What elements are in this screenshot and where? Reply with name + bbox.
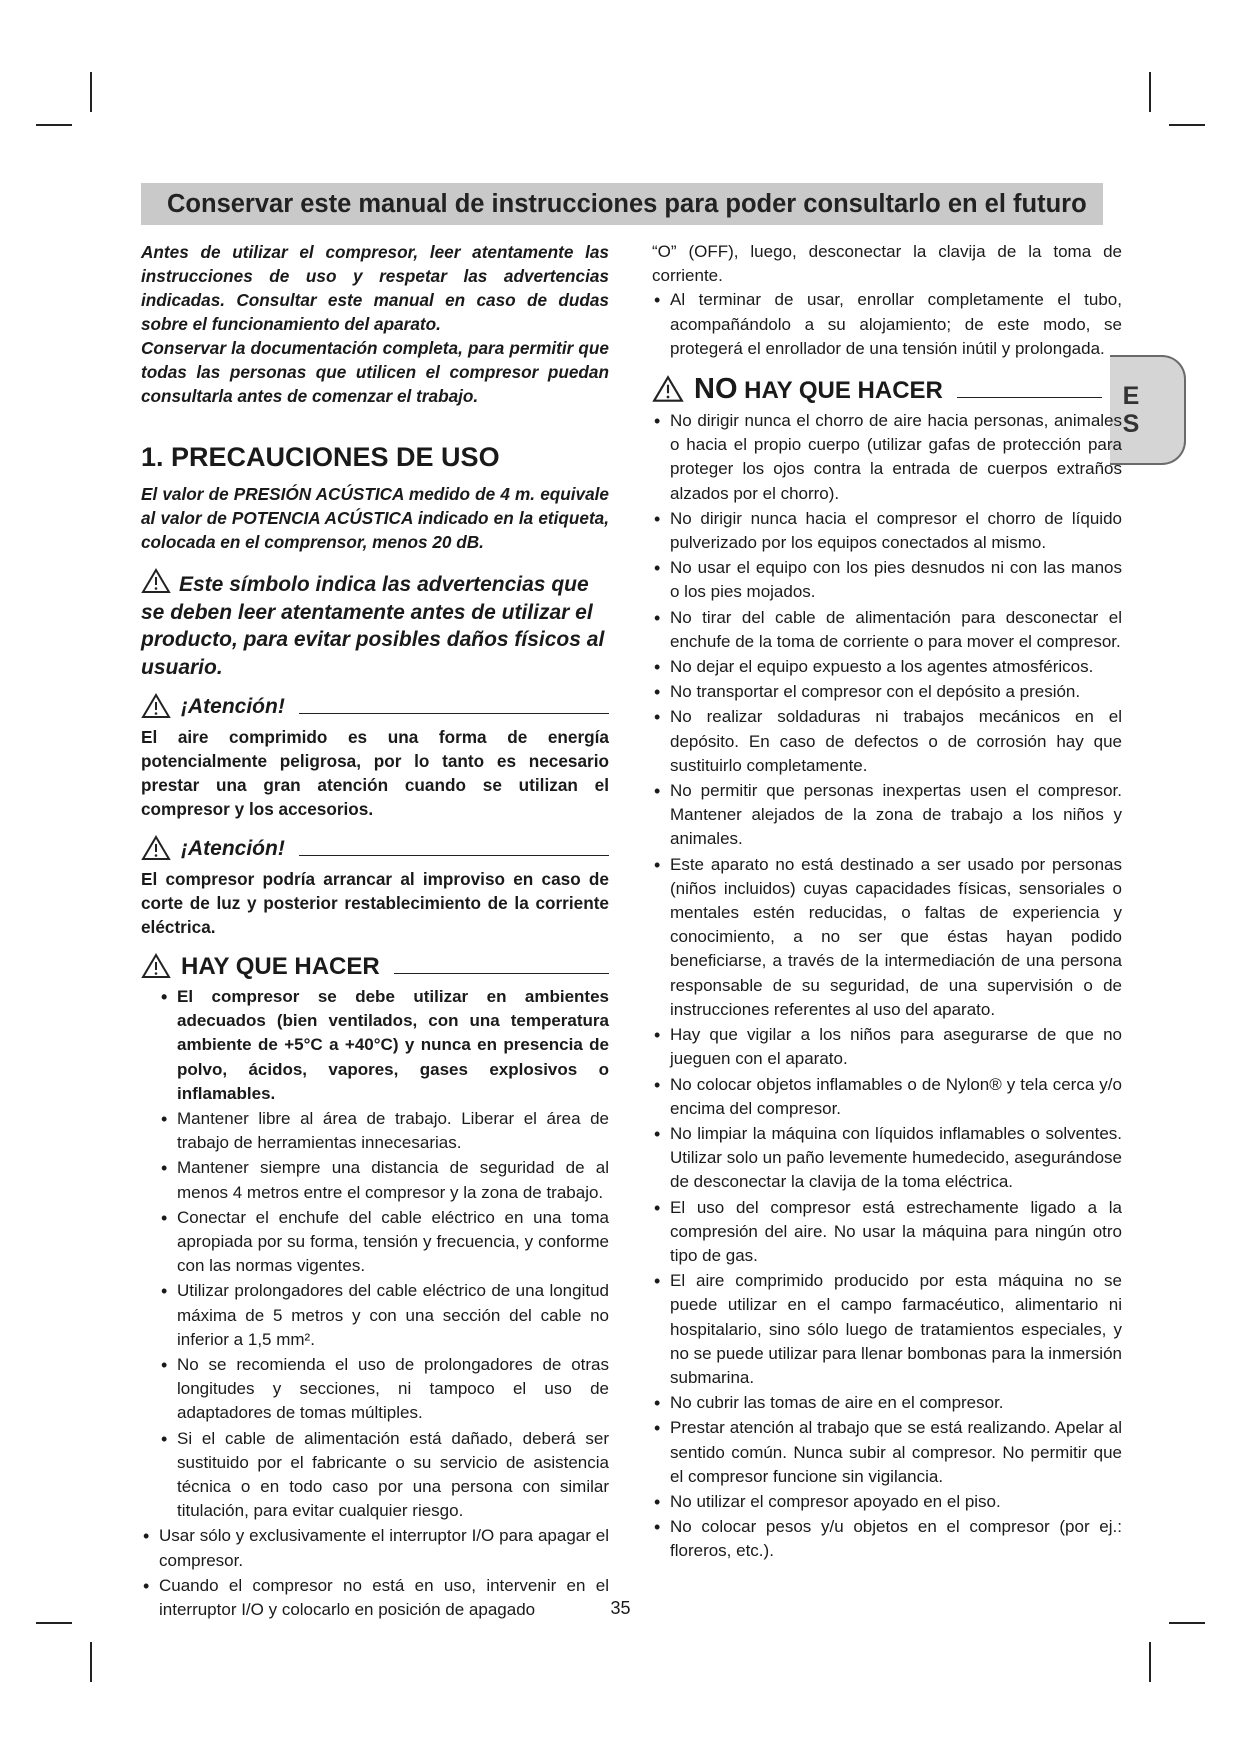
section-title: 1. PRECAUCIONES DE USO bbox=[141, 442, 500, 472]
list-item: • El uso del compresor está estrechamente ligado a la compresión del aire. No usar la máquina para ningún otro tipo de gas. bbox=[652, 1196, 1122, 1269]
do-heading bbox=[141, 953, 609, 979]
attention-title-2: ¡Atención! bbox=[181, 836, 285, 860]
list-item: • No colocar objetos inflamables o de Nylon® y tela cerca y/o encima del compresor. bbox=[652, 1073, 1122, 1121]
page-number: 35 bbox=[610, 1598, 631, 1618]
warning-triangle-icon bbox=[141, 953, 171, 979]
page-header-banner: Conservar este manual de instrucciones para poder consultarlo en el futuro bbox=[141, 183, 1103, 225]
list-item: • Hay que vigilar a los niños para asegurarse de que no jueguen con el aparato. bbox=[652, 1023, 1122, 1071]
attention-heading bbox=[141, 693, 609, 719]
list-item: • No realizar soldaduras ni trabajos mecánicos en el depósito. En caso de defectos o de corrosión hay que sustituirlo completamente. bbox=[652, 705, 1122, 778]
warning-triangle-icon bbox=[141, 693, 171, 719]
list-item: • No dejar el equipo expuesto a los agentes atmosféricos. bbox=[652, 655, 1122, 679]
list-item: • Al terminar de usar, enrollar completamente el tubo, acompañándolo a su alojamiento; de este modo, se protegerá el enrollador de una tensión inútil y prolongada. bbox=[652, 288, 1122, 361]
intro-paragraph: Antes de utilizar el compresor, leer atentamente las instrucciones de uso y respetar las advertencias indicadas. Consultar este manual en caso de dudas sobre el funcionamiento del aparato. bbox=[141, 242, 609, 334]
intro-paragraph-2: Conservar la documentación completa, para permitir que todas las personas que utilicen el compresor puedan consultarla antes de comenzar el trabajo. bbox=[141, 338, 609, 406]
dont-title-no: NO bbox=[694, 372, 738, 405]
list-item: • Mantener libre al área de trabajo. Liberar el área de trabajo de herramientas innecesarias. bbox=[159, 1107, 609, 1155]
list-item: • El aire comprimido producido por esta máquina no se puede utilizar en el campo farmacéutico, alimentario ni hospitalario, sino sólo luego de tratamientos especiales, y no se puede utilizar para llenar bombonas para la inmersión submarina. bbox=[652, 1269, 1122, 1390]
list-item: • No transportar el compresor con el depósito a presión. bbox=[652, 680, 1122, 704]
dont-title-rest: HAY QUE HACER bbox=[744, 376, 943, 404]
crop-mark bbox=[90, 72, 92, 112]
continued-text: “O” (OFF), luego, desconectar la clavija de la toma de corriente. bbox=[652, 242, 1122, 286]
list-item: • Prestar atención al trabajo que se está realizando. Apelar al sentido común. Nunca subir al compresor. No permitir que el compresor funcione sin vigilancia. bbox=[652, 1416, 1122, 1489]
heading-rule bbox=[299, 712, 609, 714]
heading-rule bbox=[299, 854, 609, 856]
language-tab-label: ES bbox=[1122, 382, 1140, 438]
attention-heading-2 bbox=[141, 835, 609, 861]
warning-triangle-icon bbox=[141, 568, 171, 594]
symbol-note bbox=[141, 568, 609, 681]
dont-list bbox=[652, 409, 1122, 1564]
crop-mark bbox=[36, 1622, 72, 1624]
list-item: • Este aparato no está destinado a ser usado por personas (niños incluidos) cuyas capacidades físicas, sensoriales o mentales estén reducidas, o faltas de experiencia y conocimiento, a no ser que éstas hayan podido beneficiarse, a través de la intermediación de una persona responsable de su seguridad, de una supervisión o de instrucciones referentes al uso del aparato. bbox=[652, 853, 1122, 1022]
dont-title bbox=[694, 372, 943, 405]
heading-rule bbox=[394, 972, 609, 974]
warning-triangle-icon bbox=[652, 375, 684, 403]
list-item: • Usar sólo y exclusivamente el interruptor I/O para apagar el compresor. bbox=[141, 1524, 609, 1572]
right-column bbox=[652, 240, 1122, 1565]
symbol-note-text: Este símbolo indica las advertencias que se deben leer atentamente antes de utilizar el producto, para evitar posibles daños físicos al usuario. bbox=[141, 573, 605, 679]
list-item: • El compresor se debe utilizar en ambientes adecuados (bien ventilados, con una temperatura ambiente de +5°C a +40°C) y nunca en presencia de polvo, ácidos, vapores, gases explosivos o inflamables. bbox=[159, 985, 609, 1106]
continued-list bbox=[652, 288, 1122, 361]
list-item: • Si el cable de alimentación está dañado, deberá ser sustituido por el fabricante o su servicio de asistencia técnica o en todo caso por una persona con similar titulación, para evitar cualquier riesgo. bbox=[159, 1427, 609, 1524]
left-column bbox=[141, 240, 609, 1623]
list-item: • No usar el equipo con los pies desnudos ni con las manos o los pies mojados. bbox=[652, 556, 1122, 604]
list-item: • No colocar pesos y/u objetos en el compresor (por ej.: floreros, etc.). bbox=[652, 1515, 1122, 1563]
list-item: • No utilizar el compresor apoyado en el piso. bbox=[652, 1490, 1122, 1514]
attention-text-2: El compresor podría arrancar al improviso en caso de corte de luz y posterior restablecimiento de la corriente eléctrica. bbox=[141, 869, 609, 937]
warning-triangle-icon bbox=[141, 835, 171, 861]
list-item: • No tirar del cable de alimentación para desconectar el enchufe de la toma de corriente o para mover el compresor. bbox=[652, 606, 1122, 654]
dont-heading bbox=[652, 372, 1122, 405]
list-item: • No cubrir las tomas de aire en el compresor. bbox=[652, 1391, 1122, 1415]
list-item: • No limpiar la máquina con líquidos inflamables o solventes. Utilizar solo un paño levemente humedecido, asegurándose de desconectar la clavija de la toma eléctrica. bbox=[652, 1122, 1122, 1195]
do-list bbox=[141, 985, 609, 1622]
crop-mark bbox=[1149, 72, 1151, 112]
attention-text: El aire comprimido es una forma de energía potencialmente peligrosa, por lo tanto es necesario prestar una gran atención cuando se utilizan el compresor y los accesorios. bbox=[141, 727, 609, 819]
attention-title: ¡Atención! bbox=[181, 694, 285, 718]
crop-mark bbox=[36, 124, 72, 126]
list-item: • No se recomienda el uso de prolongadores de otras longitudes y secciones, ni tampoco el uso de adaptadores de tomas múltiples. bbox=[159, 1353, 609, 1426]
list-item: • Cuando el compresor no está en uso, intervenir en el interruptor I/O y colocarlo en posición de apagado bbox=[141, 1574, 609, 1622]
list-item: • Mantener siempre una distancia de seguridad de al menos 4 metros entre el compresor y la zona de trabajo. bbox=[159, 1156, 609, 1204]
list-item: • Conectar el enchufe del cable eléctrico en una toma apropiada por su forma, tensión y frecuencia, y conforme con las normas vigentes. bbox=[159, 1206, 609, 1279]
acoustic-note: El valor de PRESIÓN ACÚSTICA medido de 4 m. equivale al valor de POTENCIA ACÚSTICA indicado en la etiqueta, colocada en el comprensor, menos 20 dB. bbox=[141, 484, 609, 552]
list-item: • Utilizar prolongadores del cable eléctrico de una longitud máxima de 5 metros y con una sección del cable no inferior a 1,5 mm². bbox=[159, 1279, 609, 1352]
crop-mark bbox=[1169, 124, 1205, 126]
crop-mark bbox=[90, 1642, 92, 1682]
list-item: • No dirigir nunca hacia el compresor el chorro de líquido pulverizado por los equipos conectados al mismo. bbox=[652, 507, 1122, 555]
crop-mark bbox=[1149, 1642, 1151, 1682]
list-item: • No permitir que personas inexpertas usen el compresor. Mantener alejados de la zona de trabajo a los niños y animales. bbox=[652, 779, 1122, 852]
list-item: • No dirigir nunca el chorro de aire hacia personas, animales o hacia el propio cuerpo (utilizar gafas de protección para proteger los ojos contra la entrada de cuerpos extraños alzados por el chorro). bbox=[652, 409, 1122, 506]
crop-mark bbox=[1169, 1622, 1205, 1624]
heading-rule bbox=[957, 396, 1102, 398]
do-title: HAY QUE HACER bbox=[181, 952, 380, 980]
